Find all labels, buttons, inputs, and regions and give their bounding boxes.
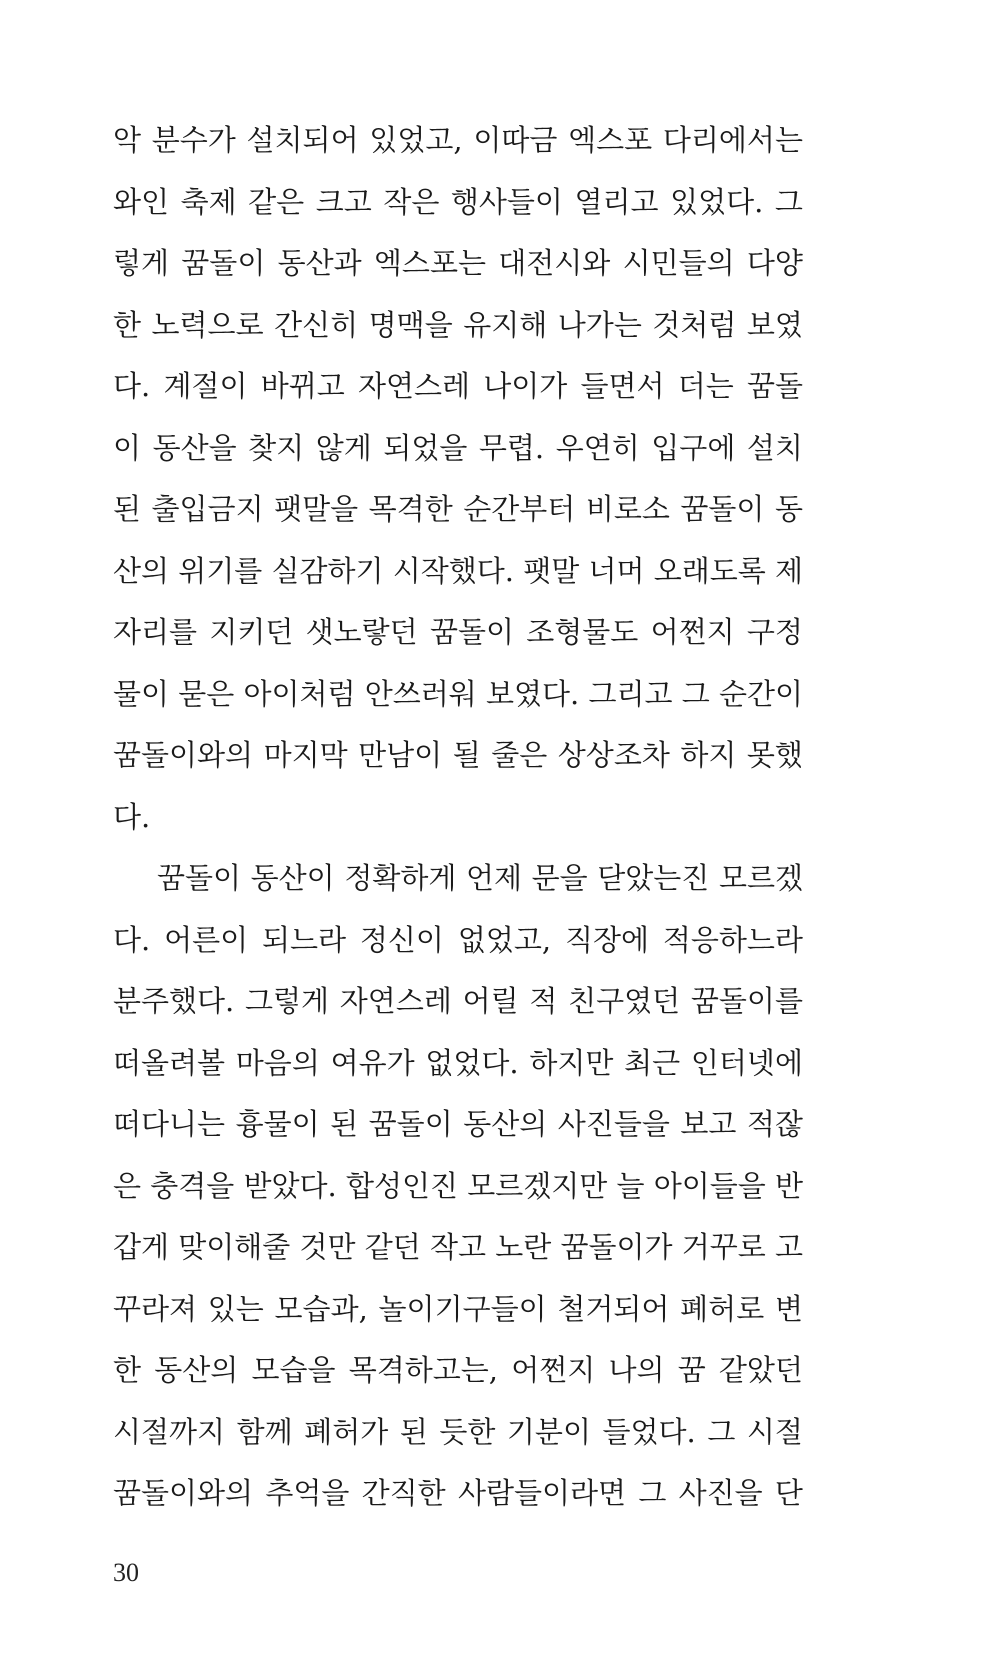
word: 떠올려볼 [113,1045,226,1080]
word: 문을 [531,861,588,895]
word: 합성인진 [345,1168,458,1203]
word: 모르겠 [718,861,803,895]
word: 유지해 [463,307,548,342]
word: 상상조차 [557,738,670,772]
word: 꿈돌이를 [690,984,803,1018]
word: 다. [113,922,151,957]
word: 같은 [248,184,305,219]
word: 엑스포 [568,123,653,157]
word: 못했 [746,738,803,772]
word: 와인 [113,184,170,219]
body-text [113,118,803,1533]
word: 엑스포는 [373,246,486,280]
word: 나이가 [483,369,568,403]
word: 적응하느라 [662,922,803,957]
word: 놀이기구들이 [378,1291,547,1326]
word: 이따금 [473,123,558,157]
word: 꿈돌이 [680,492,765,526]
word: 꿈 [677,1353,706,1387]
word: 여유가 [330,1045,415,1080]
word: 그 [681,676,710,711]
word: 거꾸로 [681,1230,766,1264]
word: 시작했다. [392,553,515,588]
word: 다리에서는 [662,123,803,157]
word: 목격한 [368,492,453,526]
word: 정신이 [359,922,444,957]
word: 노력으로 [151,307,264,342]
word: 동산과 [277,246,362,280]
word: 나의 [608,1353,665,1387]
word: 갑게 [113,1230,170,1264]
word: 목격하고는, [348,1353,499,1387]
word: 악 [113,123,142,157]
word: 꾸라져 [113,1291,198,1326]
word: 제 [774,553,803,588]
word: 그 [707,1414,736,1449]
word: 있었고, [369,123,463,157]
word: 아이들을 [653,1168,766,1203]
word: 있는 [207,1291,264,1326]
word: 설치 [746,430,803,465]
word: 꿈돌이 [157,861,242,895]
text-line [113,979,803,1041]
text-line [113,733,803,795]
word: 다양 [746,246,803,280]
text-line [113,1225,803,1287]
word: 실감하기 [271,553,384,588]
word: 꿈돌이 [181,246,266,280]
word: 순간이 [718,676,803,711]
word: 간직한 [361,1476,446,1510]
word: 물이 [113,676,170,711]
word: 동산을 [152,430,237,465]
word: 하지만 [529,1045,614,1080]
word: 산의 [113,553,170,588]
word: 되느라 [262,922,347,957]
word: 듯한 [439,1414,496,1449]
word: 꿈돌이 [368,1107,453,1141]
text-line [113,672,803,734]
text-line [113,1348,803,1410]
word: 지키던 [209,615,294,649]
word: 어릴 [462,984,519,1018]
word: 충격을 [150,1168,235,1203]
word: 한 [113,307,142,342]
word: 바뀌고 [260,369,345,403]
word: 그리고 [588,676,673,711]
word: 단 [774,1476,803,1510]
word: 너머 [588,553,645,588]
word: 없었다. [425,1045,519,1080]
text-line [113,1287,803,1349]
word: 더는 [677,369,734,403]
text-line [113,180,803,242]
word: 최근 [624,1045,681,1080]
word: 비로소 [585,492,670,526]
word: 우연히 [555,430,640,465]
word: 작은 [383,184,440,219]
word: 고 [774,1230,803,1264]
word: 철거되어 [557,1291,670,1326]
word: 되었을 [383,430,468,465]
word: 직장에 [564,922,649,957]
word: 은 [113,1168,142,1203]
word: 명맥을 [368,307,453,342]
page-number: 30 [113,1558,139,1587]
word: 설치되어 [246,123,359,157]
word: 열리고 [574,184,659,219]
text-line [113,364,803,426]
word: 대전시와 [498,246,611,280]
text-line [113,1102,803,1164]
word: 닫았는진 [597,861,710,895]
word: 분주했다. [113,984,235,1018]
word: 다. [113,799,151,834]
word: 함께 [236,1414,293,1449]
word: 꿈돌이 [429,615,514,649]
word: 모습을 [251,1353,336,1387]
word: 없었고, [457,922,552,957]
word: 추억을 [265,1476,350,1510]
text-line [113,1164,803,1226]
word: 시민들의 [622,246,735,280]
word: 자연스레 [357,369,470,403]
word: 꿈돌이와의 [113,1476,254,1510]
word: 그 [774,184,803,219]
word: 크고 [315,184,372,219]
text-line [113,1471,803,1533]
word: 묻은 [178,676,235,711]
word: 이 [113,430,142,465]
word: 구정 [746,615,803,649]
text-line [113,795,803,857]
text-line [113,241,803,303]
word: 떠다니는 [113,1107,226,1141]
word: 행사들이 [450,184,563,219]
text-line [113,303,803,365]
word: 그렇게 [245,984,330,1018]
word: 위기를 [178,553,263,588]
word: 들면서 [580,369,665,403]
word: 간신히 [274,307,359,342]
word: 팻말 [523,553,580,588]
word: 들었다. [602,1414,696,1449]
word: 한 [113,1353,142,1387]
word: 인터넷에 [690,1045,803,1080]
word: 사진들을 [557,1107,670,1141]
word: 동 [774,492,803,526]
word: 기분이 [506,1414,591,1449]
word: 변 [774,1291,803,1326]
word: 받았다. [243,1168,337,1203]
word: 오래도록 [653,553,766,588]
word: 흉물이 [235,1107,320,1141]
word: 보였 [746,307,803,342]
word: 어쩐지 [650,615,735,649]
word: 맞이해줄 [178,1230,291,1264]
word: 어쩐지 [511,1353,596,1387]
word: 안쓰러워 [364,676,477,711]
word: 팻말을 [274,492,359,526]
word: 정확하게 [344,861,457,895]
text-line-paragraph-start [113,856,803,918]
word: 동산이 [250,861,335,895]
word: 다. [113,369,151,403]
word: 사람들이라면 [457,1476,627,1510]
word: 것만 [299,1230,356,1264]
word: 만남이 [358,738,443,772]
word: 친구였던 [568,984,681,1018]
word: 같던 [364,1230,421,1264]
word: 작고 [429,1230,486,1264]
word: 된 [399,1414,428,1449]
text-line [113,1410,803,1472]
word: 보였다. [486,676,580,711]
word: 시절 [746,1414,803,1449]
word: 적 [529,984,558,1018]
word: 보고 [680,1107,737,1141]
word: 꿈돌이와의 [113,738,254,772]
word: 동산의 [463,1107,548,1141]
word: 무렵. [478,430,545,465]
word: 마음의 [235,1045,320,1080]
word: 계절이 [163,369,248,403]
word: 언제 [465,861,523,895]
word: 나가는 [557,307,642,342]
word: 된 [330,1107,359,1141]
word: 폐허가 [304,1414,389,1449]
word: 조형물도 [526,615,639,649]
word: 자리를 [113,615,198,649]
word: 출입금지 [151,492,264,526]
text-line [113,118,803,180]
word: 있었다. [670,184,764,219]
word: 시절까지 [113,1414,226,1449]
word: 같았던 [718,1353,803,1387]
word: 꿈돌이가 [560,1230,673,1264]
text-line [113,1041,803,1103]
word: 줄은 [491,738,548,772]
word: 것처럼 [652,307,737,342]
word: 마지막 [263,738,348,772]
word: 꿈돌 [746,369,803,403]
word: 모습과, [274,1291,368,1326]
word: 모르겠지만 [467,1168,608,1203]
word: 자연스레 [339,984,452,1018]
word: 아이처럼 [243,676,356,711]
word: 샛노랗던 [305,615,418,649]
word: 늘 [616,1168,645,1203]
word: 될 [452,738,481,772]
word: 않게 [315,430,372,465]
word: 그 [638,1476,667,1510]
word: 찾지 [248,430,305,465]
word: 사진을 [678,1476,763,1510]
word: 동산의 [154,1353,239,1387]
word: 폐허로 [680,1291,765,1326]
word: 축제 [180,184,237,219]
text-line [113,549,803,611]
text-line [113,610,803,672]
word: 된 [113,492,142,526]
word: 적잖 [746,1107,803,1141]
word: 하지 [680,738,737,772]
word: 어른이 [164,922,249,957]
word: 렇게 [113,246,170,280]
text-line [113,918,803,980]
word: 입구에 [651,430,736,465]
word: 분수가 [151,123,236,157]
text-line [113,426,803,488]
word: 순간부터 [463,492,576,526]
word: 반 [774,1168,803,1203]
word: 노란 [495,1230,552,1264]
text-line [113,487,803,549]
